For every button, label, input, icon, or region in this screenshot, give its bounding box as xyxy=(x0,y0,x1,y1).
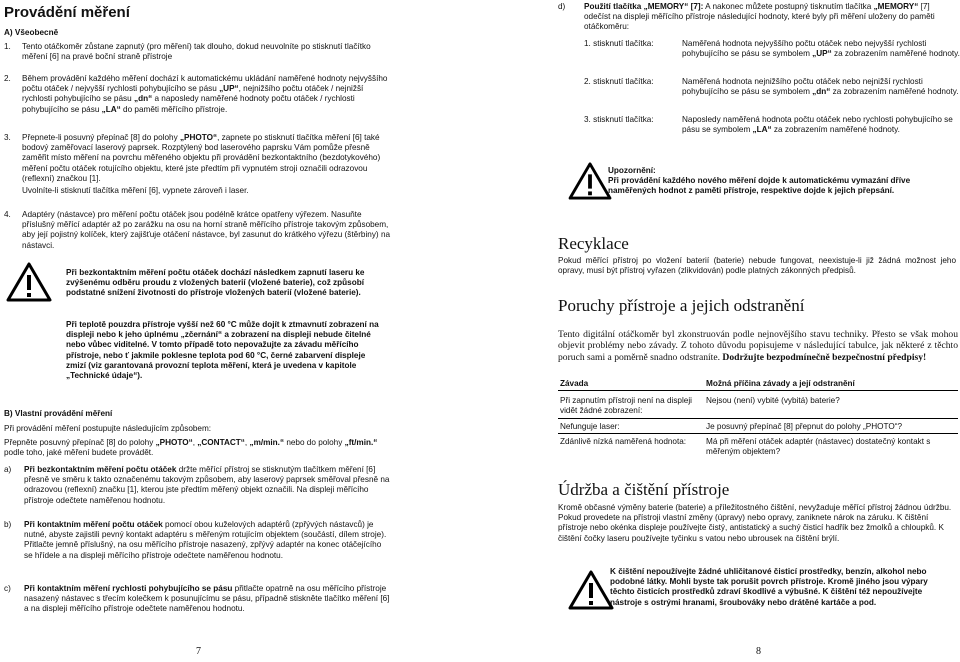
faults-table xyxy=(558,378,958,458)
table-header-cell: Možná příčina závady a její odstranění xyxy=(704,378,958,391)
press-text: Naposledy naměřená hodnota počtu otáček nebo rychlosti pohybujícího se pásu se symbolem „LA“ za zobrazením naměřené hodnoty. xyxy=(682,115,953,135)
table-row xyxy=(558,436,958,458)
item-number: 3. xyxy=(4,133,11,142)
item-4 xyxy=(4,210,394,251)
item-text: Během provádění každého měření dochází k automatickému ukládání naměřené hodnoty nejvyššího počtu otáček / nejvyšší rychlosti pohybujícího se pásu „UP“, nejnižšího počtu otáček / nejnižší rychlosti pohybujícího se pásu „dn“ a naposledy naměřené hodnoty počtu otáček / rychlosti pohybujícího se pásu „LA“ do paměti měřícího přístroje. xyxy=(22,74,388,114)
item-number: 4. xyxy=(4,210,11,219)
table-row xyxy=(558,395,958,418)
press-label: 1. stisknutí tlačítka: xyxy=(584,39,654,48)
page-title: Provádění měření xyxy=(4,4,130,21)
warning-triangle-icon xyxy=(568,570,614,610)
item-text: Tento otáčkoměr zůstane zapnutý (pro měření) tak dlouho, dokud neuvolníte po stisknutí tlačítko měření [6] na pravé boční straně přístroje xyxy=(22,42,371,62)
table-header-cell: Závada xyxy=(558,378,704,391)
warning-text-laser: Při bezkontaktním měření počtu otáček dochází následkem zapnutí laseru ke zvýšenému odběru proudu z vložených baterií (vložené baterie), což způsobí podstatné snížení životnosti do přístroje vložených baterií (vložené baterie). xyxy=(66,268,365,298)
item-text: Při bezkontaktním měření počtu otáček držte měřící přístroj se stisknutým tlačítkem měření [6] přesně ve směru k takto označenému takovým způsobem, aby laserový paprsek směřoval přesně na odrazovou (reflexní) značku [1], kterou jste předtím měřený objekt označili. Na displeji měřícího přístroje odečtete naměřenou hodnotu. xyxy=(24,465,390,505)
table-cell: Nefunguje laser: xyxy=(558,421,704,434)
table-cell: Při zapnutím přístroji není na displeji vidět žádné zobrazení: xyxy=(558,395,704,418)
press-text: Naměřená hodnota nejvyššího počtu otáček nebo nejvyšší rychlosti pohybujícího se pásu se symbolem „UP“ za zobrazením naměřené hodnoty. xyxy=(682,39,960,59)
item-d xyxy=(558,2,958,33)
page-number: 8 xyxy=(756,646,761,657)
recycling-text: Pokud měřící přístroj po vložení baterií (baterie) nebude fungovat, neexistuje-li již žádná možnost jeho opravy, musí být přístroj vyřazen (zlikvidován) podle platných zákonných předpisů. xyxy=(558,256,956,276)
table-cell: Zdánlivě nízká naměřená hodnota: xyxy=(560,436,687,446)
right-page xyxy=(480,0,960,662)
item-text: Přepnete-li posuvný přepínač [8] do polohy „PHOTO“, zapnete po stisknutí tlačítka měření [6] také bodový zaměřovací laserový paprsek. Rozptýlený bod laserového paprsku Vám pomůže přesně zaměřit místo měření na povrchu měřeného objektu při provádění bezkontaktního (bezdotykového) měření počtu otáček rotujícího objektu, které jste předtím při vypnutém stroji označili odrazovou (reflexní) značkou [1]. xyxy=(22,133,381,183)
item-text: Při kontaktním měření počtu otáček pomocí obou kuželových adaptérů (zpřývých nástavců) je nutné, abyste zajistili pevný kontakt adaptéru s měřeným rotujícím objektem (součástí, dílem stroje). Přitlačte jemně příslušný, na osu měřícího přístroje nasazený, zpřývý adaptér na konec otáčejícího se hřídele a na displeji měřícího přístroje odečtete naměřenou hodnotu. xyxy=(24,520,387,560)
item-text: Při kontaktním měření rychlosti pohybujícího se pásu přitlačte opatrně na osu měřícího přístroje nasazený nástavec s třecím kolečkem k posunujícímu se pásu, případně stiskněte tlačítko měření [6] a na displeji měřícího přístroje odečtete naměřenou hodnotu. xyxy=(24,584,390,614)
table-header-row xyxy=(558,378,958,391)
item-letter: c) xyxy=(4,584,11,593)
maintenance-text: Kromě občasné výměny baterie (baterie) a příležitostného čištění, nevyžaduje měřící přístroj žádnou údržbu. Pokud provedete na přístroji vlastní změny (úpravy) nebo opravy, zaniknete nárok na záruku. K čištění přístroje nebo okénka displeje používejte čistý, antistatický a suchý čisticí hadřík bez žmolků a chloupků. K čištění čočky laseru používejte tyčinku s vatou nebo ubrousek na čištění brýlí. xyxy=(558,503,952,543)
item-letter: d) xyxy=(558,2,566,11)
item-3 xyxy=(4,133,394,196)
warning-text-temperature: Při teplotě pouzdra přístroje vyšší než 60 °C může dojít k ztmavnutí zobrazení na displeji nebo k jeho úplnému „zčernání“ a zobrazení na displeji nebude čitelné nebo vůbec viditelné. V tomto případě toto nepovažujte za závadu měřícího přístroje, nebo ť jakmile poklesne teplota pod 60 °C, černé zabarvení displeje zmizí (viz garantovaná provozní teplota měření, která je uvedena v kapitole „Technické údaje“). xyxy=(66,320,379,381)
warning-triangle-icon xyxy=(6,262,52,302)
warning-triangle-icon xyxy=(568,162,612,200)
item-letter: b) xyxy=(4,520,12,529)
table-cell: Má při měření otáček adaptér (nástavec) dostatečný kontakt s měřeným objektem? xyxy=(706,436,931,457)
page-number: 7 xyxy=(196,646,201,657)
memory-press-2 xyxy=(584,77,960,97)
maintenance-heading: Údržba a čištění přístroje xyxy=(558,480,730,499)
recycling-heading: Recyklace xyxy=(558,234,629,253)
faults-text: Tento digitální otáčkoměr byl zkonstruován podle nejnovějšího stavu techniky. Přesto se však mohou objevit problémy nebo závady. Z tohoto důvodu popisujeme v následující tabulce, jak některé z těchto poruch sami a poměrně snadno odstraníte. Dodržujte bezpodmínečně bezpečnostní předpisy! xyxy=(558,328,958,364)
item-text: Adaptéry (nástavce) pro měření počtu otáček jsou podélně krátce opatřeny výřezem. Nasuňte příslušný měřící adaptér až po zarážku na osu na horní straně měřícího přístroje takovým způsobem, aby její pojistný kolíček, který zajišťuje otáčení nástavce, byl zasunut do krátkého výřezu (štěrbiny) na nástavci. xyxy=(22,210,391,250)
press-text: Naměřená hodnota nejnižšího počtu otáček nebo nejnižší rychlosti pohybujícího se pásu se symbolem „dn“ za zobrazením naměřené hodnoty. xyxy=(682,77,959,97)
item-1 xyxy=(4,42,394,62)
memory-press-1 xyxy=(584,39,960,59)
table-row xyxy=(558,421,958,434)
item-b-b xyxy=(4,520,390,561)
faults-heading: Poruchy přístroje a jejich odstranění xyxy=(558,296,805,315)
item-text: Použití tlačítka „MEMORY“ [7]: A nakonec můžete postupný tisknutím tlačítka „MEMORY“ [7] odečíst na displeji měřícího přístroje následující hodnoty, které byly při měření uloženy do paměti otáčkoměru: xyxy=(584,2,935,32)
press-label: 3. stisknutí tlačítka: xyxy=(584,115,654,124)
notice-title: Upozornění: xyxy=(608,166,656,175)
table-cell: Je posuvný přepínač [8] přepnut do polohy „PHOTO“? xyxy=(704,421,958,434)
item-b-a xyxy=(4,465,390,506)
item-2 xyxy=(4,74,394,115)
section-a-heading: A) Všeobecně xyxy=(4,28,59,37)
section-b-heading: B) Vlastní provádění měření xyxy=(4,409,113,418)
section-b-intro: Při provádění měření postupujte následujícím způsobem: xyxy=(4,424,212,433)
memory-press-3 xyxy=(584,115,960,135)
item-number: 2. xyxy=(4,74,11,83)
section-b-switch: Přepněte posuvný přepínač [8] do polohy „PHOTO“, „CONTACT“, „m/min.“ nebo do polohy „ft/min.“ podle toho, jaké měření budete provádět. xyxy=(4,438,378,458)
item-letter: a) xyxy=(4,465,12,474)
notice-text: Při provádění každého nového měření dojde k automatickému vymazání dříve naměřených hodnot z paměti přístroje, respektive dojde k jejich přepsání. xyxy=(608,176,911,196)
maintenance-warning: K čištění nepoužívejte žádné uhličitanové čisticí prostředky, benzín, alkohol nebo podobné látky. Mohli byste tak porušit povrch přístroje. Kromě jiného jsou výpary těchto čisticích prostředků zdraví škodlivé a výbušné. K čištění též nepoužívejte nástroje s ostrými hranami, šroubováky nebo drátěné kartáče a pod. xyxy=(610,567,928,607)
item-b-c xyxy=(4,584,390,615)
table-cell: Nejsou (není) vybité (vybitá) baterie? xyxy=(704,395,958,418)
item-extra: Uvolníte-li stisknutí tlačítka měření [6], vypnete zároveň i laser. xyxy=(22,186,249,196)
item-number: 1. xyxy=(4,42,11,51)
press-label: 2. stisknutí tlačítka: xyxy=(584,77,654,86)
